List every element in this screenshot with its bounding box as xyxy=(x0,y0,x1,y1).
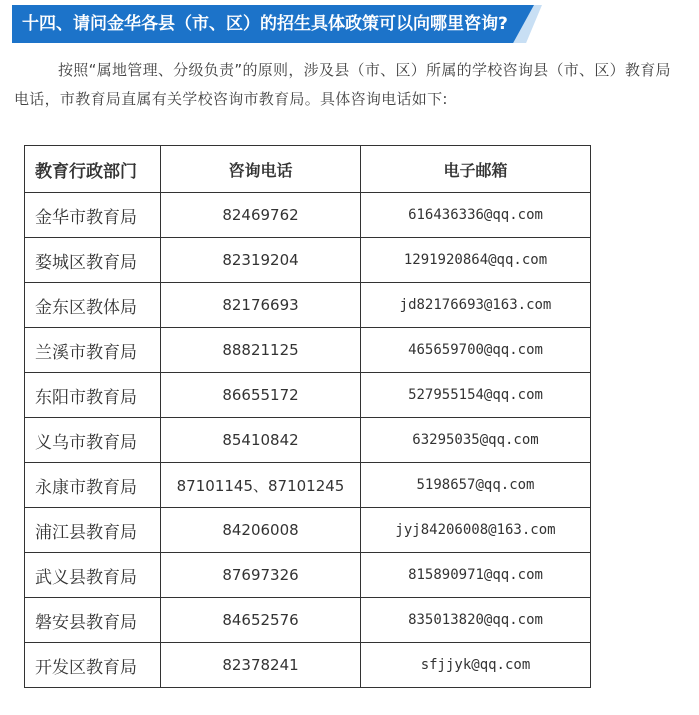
table-row xyxy=(25,328,591,373)
table-row xyxy=(25,463,591,508)
contact-table xyxy=(24,145,591,688)
department-cell: 金华市教育局 xyxy=(25,193,161,238)
email-cell: 63295035@qq.com xyxy=(361,418,591,463)
table-header-row xyxy=(25,146,591,193)
table-row xyxy=(25,598,591,643)
email-cell: sfjjyk@qq.com xyxy=(361,643,591,688)
email-cell: jyj84206008@163.com xyxy=(361,508,591,553)
header-email: 电子邮箱 xyxy=(361,146,591,193)
phone-cell: 82319204 xyxy=(161,238,361,283)
table-row xyxy=(25,553,591,598)
department-cell: 东阳市教育局 xyxy=(25,373,161,418)
department-cell: 开发区教育局 xyxy=(25,643,161,688)
department-cell: 婺城区教育局 xyxy=(25,238,161,283)
phone-cell: 87101145、87101245 xyxy=(161,463,361,508)
table-body xyxy=(25,193,591,688)
email-cell: 1291920864@qq.com xyxy=(361,238,591,283)
department-cell: 兰溪市教育局 xyxy=(25,328,161,373)
phone-cell: 82176693 xyxy=(161,283,361,328)
phone-cell: 88821125 xyxy=(161,328,361,373)
table-row xyxy=(25,643,591,688)
phone-cell: 86655172 xyxy=(161,373,361,418)
email-cell: 616436336@qq.com xyxy=(361,193,591,238)
department-cell: 金东区教体局 xyxy=(25,283,161,328)
phone-cell: 84206008 xyxy=(161,508,361,553)
header-phone: 咨询电话 xyxy=(161,146,361,193)
email-cell: 5198657@qq.com xyxy=(361,463,591,508)
table-row xyxy=(25,508,591,553)
email-cell: 835013820@qq.com xyxy=(361,598,591,643)
phone-cell: 87697326 xyxy=(161,553,361,598)
department-cell: 磐安县教育局 xyxy=(25,598,161,643)
phone-cell: 82378241 xyxy=(161,643,361,688)
table-row xyxy=(25,193,591,238)
department-cell: 义乌市教育局 xyxy=(25,418,161,463)
email-cell: 527955154@qq.com xyxy=(361,373,591,418)
table-row xyxy=(25,238,591,283)
department-cell: 永康市教育局 xyxy=(25,463,161,508)
email-cell: jd82176693@163.com xyxy=(361,283,591,328)
section-heading: 十四、请问金华各县（市、区）的招生具体政策可以向哪里咨询? xyxy=(22,14,508,34)
department-cell: 浦江县教育局 xyxy=(25,508,161,553)
table-row xyxy=(25,373,591,418)
email-cell: 815890971@qq.com xyxy=(361,553,591,598)
table-row xyxy=(25,418,591,463)
email-cell: 465659700@qq.com xyxy=(361,328,591,373)
intro-paragraph: 按照“属地管理、分级负责”的原则，涉及县（市、区）所属的学校咨询县（市、区）教育局电话，市教育局直属有关学校咨询市教育局。具体咨询电话如下: xyxy=(14,61,671,108)
table-row xyxy=(25,283,591,328)
department-cell: 武义县教育局 xyxy=(25,553,161,598)
phone-cell: 84652576 xyxy=(161,598,361,643)
phone-cell: 82469762 xyxy=(161,193,361,238)
header-department: 教育行政部门 xyxy=(25,146,161,193)
phone-cell: 85410842 xyxy=(161,418,361,463)
